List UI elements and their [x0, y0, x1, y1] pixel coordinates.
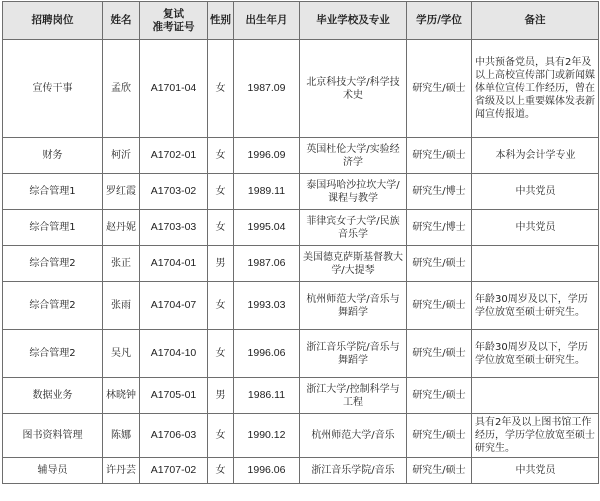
cell-degree: 研究生/硕士 — [407, 282, 472, 330]
cell-name: 张正 — [103, 246, 140, 282]
cell-position: 综合管理1 — [3, 174, 103, 210]
cell-note: 中共党员 — [472, 458, 599, 484]
cell-code: A1705-01 — [140, 378, 208, 414]
cell-name: 赵丹妮 — [103, 210, 140, 246]
cell-position: 数据业务 — [3, 378, 103, 414]
cell-name: 陈娜 — [103, 414, 140, 458]
cell-code: A1704-10 — [140, 330, 208, 378]
cell-dob: 1996.06 — [234, 458, 300, 484]
cell-dob: 1990.12 — [234, 414, 300, 458]
table-row — [3, 414, 599, 458]
cell-degree: 研究生/硕士 — [407, 246, 472, 282]
candidate-table — [2, 1, 599, 484]
cell-dob: 1987.09 — [234, 40, 300, 138]
cell-position: 综合管理2 — [3, 282, 103, 330]
cell-gender: 女 — [208, 174, 234, 210]
table-row — [3, 282, 599, 330]
table-row — [3, 330, 599, 378]
header-code: 复试 准考证号 — [140, 2, 208, 40]
header-row — [3, 2, 599, 40]
cell-dob: 1993.03 — [234, 282, 300, 330]
cell-degree: 研究生/硕士 — [407, 378, 472, 414]
cell-gender: 女 — [208, 414, 234, 458]
header-position: 招聘岗位 — [3, 2, 103, 40]
cell-gender: 女 — [208, 330, 234, 378]
cell-dob: 1996.09 — [234, 138, 300, 174]
cell-degree: 研究生/博士 — [407, 174, 472, 210]
table-row — [3, 174, 599, 210]
cell-school: 英国杜伦大学/实验经济学 — [300, 138, 407, 174]
cell-gender: 女 — [208, 458, 234, 484]
header-dob: 出生年月 — [234, 2, 300, 40]
cell-note: 中共预备党员，具有2年及以上高校宣传部门或新闻媒体单位宣传工作经历，曾在省级及以上重要媒体发表新闻宣传报道。 — [472, 40, 599, 138]
cell-school: 北京科技大学/科学技术史 — [300, 40, 407, 138]
cell-gender: 女 — [208, 282, 234, 330]
cell-note: 年龄30周岁及以下，学历学位放宽至硕士研究生。 — [472, 282, 599, 330]
cell-position: 宣传干事 — [3, 40, 103, 138]
cell-name: 罗红霞 — [103, 174, 140, 210]
cell-school: 杭州师范大学/音乐与舞蹈学 — [300, 282, 407, 330]
cell-name: 孟欣 — [103, 40, 140, 138]
cell-degree: 研究生/硕士 — [407, 40, 472, 138]
cell-name: 张雨 — [103, 282, 140, 330]
cell-dob: 1986.11 — [234, 378, 300, 414]
cell-gender: 女 — [208, 138, 234, 174]
cell-position: 财务 — [3, 138, 103, 174]
cell-position: 综合管理2 — [3, 330, 103, 378]
cell-note: 中共党员 — [472, 210, 599, 246]
cell-code: A1707-02 — [140, 458, 208, 484]
cell-degree: 研究生/硕士 — [407, 414, 472, 458]
cell-degree: 研究生/硕士 — [407, 458, 472, 484]
cell-note: 本科为会计学专业 — [472, 138, 599, 174]
table-row — [3, 246, 599, 282]
cell-position: 综合管理1 — [3, 210, 103, 246]
header-degree: 学历/学位 — [407, 2, 472, 40]
cell-note — [472, 378, 599, 414]
cell-code: A1704-01 — [140, 246, 208, 282]
cell-dob: 1995.04 — [234, 210, 300, 246]
cell-note — [472, 246, 599, 282]
table-row — [3, 378, 599, 414]
cell-school: 泰国玛哈沙拉坎大学/课程与教学 — [300, 174, 407, 210]
cell-note: 具有2年及以上图书馆工作经历，学历学位放宽至硕士研究生。 — [472, 414, 599, 458]
cell-school: 杭州师范大学/音乐 — [300, 414, 407, 458]
table-row — [3, 138, 599, 174]
cell-degree: 研究生/博士 — [407, 210, 472, 246]
cell-school: 浙江音乐学院/音乐 — [300, 458, 407, 484]
cell-gender: 女 — [208, 40, 234, 138]
cell-position: 图书资料管理 — [3, 414, 103, 458]
cell-school: 浙江音乐学院/音乐与舞蹈学 — [300, 330, 407, 378]
cell-code: A1701-04 — [140, 40, 208, 138]
cell-dob: 1987.06 — [234, 246, 300, 282]
cell-gender: 女 — [208, 210, 234, 246]
cell-name: 柯沂 — [103, 138, 140, 174]
cell-code: A1706-03 — [140, 414, 208, 458]
header-gender: 性别 — [208, 2, 234, 40]
cell-school: 美国德克萨斯基督教大学/大提琴 — [300, 246, 407, 282]
cell-degree: 研究生/硕士 — [407, 330, 472, 378]
cell-position: 综合管理2 — [3, 246, 103, 282]
table-row — [3, 458, 599, 484]
cell-degree: 研究生/硕士 — [407, 138, 472, 174]
cell-code: A1703-02 — [140, 174, 208, 210]
cell-dob: 1989.11 — [234, 174, 300, 210]
cell-code: A1703-03 — [140, 210, 208, 246]
cell-school: 菲律宾女子大学/民族音乐学 — [300, 210, 407, 246]
cell-code: A1704-07 — [140, 282, 208, 330]
cell-position: 辅导员 — [3, 458, 103, 484]
cell-school: 浙江大学/控制科学与工程 — [300, 378, 407, 414]
cell-note: 中共党员 — [472, 174, 599, 210]
header-school: 毕业学校及专业 — [300, 2, 407, 40]
header-name: 姓名 — [103, 2, 140, 40]
table-row — [3, 210, 599, 246]
header-note: 备注 — [472, 2, 599, 40]
cell-name: 林晓钟 — [103, 378, 140, 414]
cell-dob: 1996.06 — [234, 330, 300, 378]
cell-note: 年龄30周岁及以下，学历学位放宽至硕士研究生。 — [472, 330, 599, 378]
table-row — [3, 40, 599, 138]
cell-name: 许丹芸 — [103, 458, 140, 484]
cell-gender: 男 — [208, 378, 234, 414]
cell-gender: 男 — [208, 246, 234, 282]
cell-name: 吴凡 — [103, 330, 140, 378]
cell-code: A1702-01 — [140, 138, 208, 174]
